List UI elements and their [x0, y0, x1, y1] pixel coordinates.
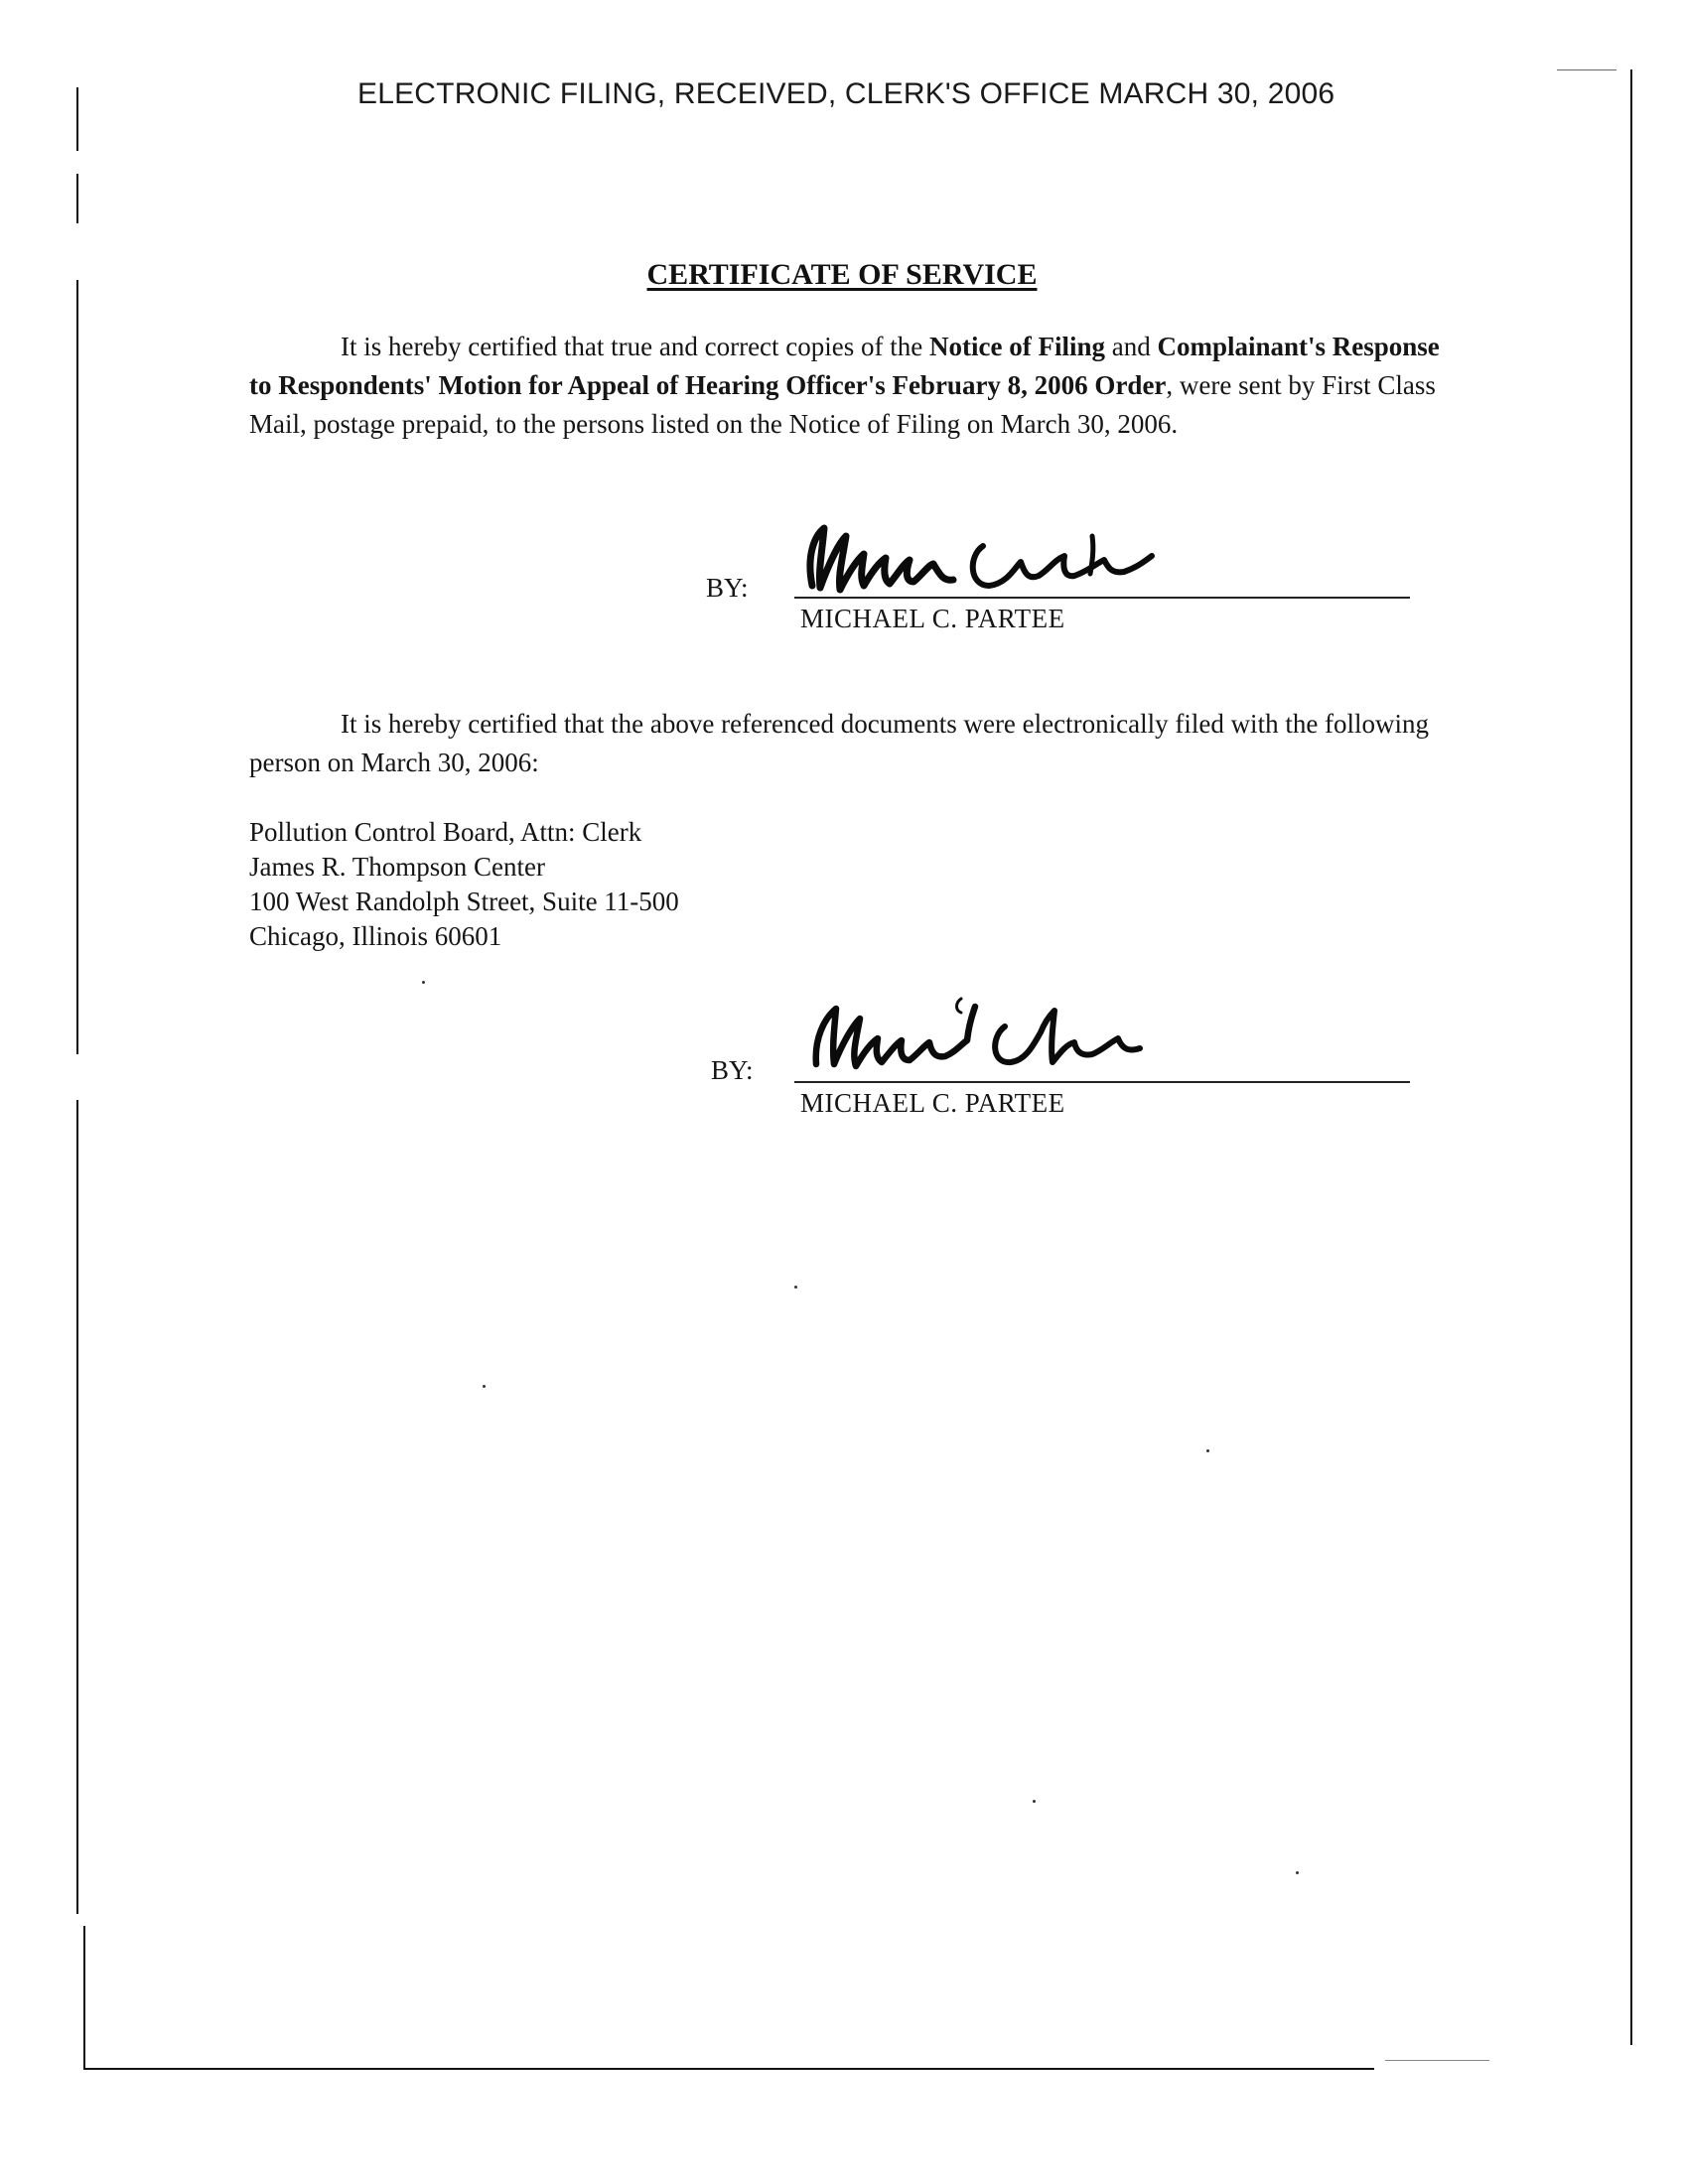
- scan-speck: [1206, 1449, 1209, 1452]
- paragraph1-text-1: It is hereby certified that true and correct copies of the: [341, 332, 929, 361]
- paragraph1-text-2: and: [1104, 332, 1158, 361]
- scan-border-mark: [76, 280, 78, 1054]
- scan-speck: [1033, 1800, 1036, 1803]
- address-line-1: Pollution Control Board, Attn: Clerk: [249, 817, 642, 847]
- scan-border-mark: [1385, 2060, 1489, 2061]
- paragraph2-text: It is hereby certified that the above referenced documents were electronically filed with the following person on March 30, 2006:: [249, 709, 1430, 777]
- signature-line: [794, 597, 1410, 599]
- signer-name: MICHAEL C. PARTEE: [800, 604, 1065, 633]
- scan-border-mark: [76, 1100, 78, 1914]
- scan-border-mark: [76, 87, 78, 151]
- scan-speck: [794, 1286, 797, 1289]
- address-line-3: 100 West Randolph Street, Suite 11-500: [249, 887, 679, 916]
- address-line-2: James R. Thompson Center: [249, 852, 545, 882]
- signer-name: MICHAEL C. PARTEE: [800, 1088, 1065, 1118]
- recipient-address: [249, 815, 679, 954]
- paragraph1-bold-1: Notice of Filing: [929, 332, 1105, 361]
- paragraph1-text-3: , were sent by First Class Mail, postage prepaid, to the persons listed on the Notice of Filing on March 30, 2006.: [249, 370, 1436, 439]
- scan-border-mark: [83, 2068, 1374, 2070]
- electronic-filing-stamp: ELECTRONIC FILING, RECEIVED, CLERK'S OFFICE MARCH 30, 2006: [357, 77, 1335, 110]
- signature-line: [794, 1081, 1410, 1083]
- title-text: CERTIFICATE OF SERVICE: [646, 258, 1038, 291]
- scan-border-mark: [1557, 69, 1616, 70]
- by-label: BY:: [706, 573, 749, 603]
- scan-border-mark: [1630, 69, 1632, 2045]
- by-label: BY:: [711, 1055, 754, 1085]
- electronic-filing-paragraph: [249, 705, 1451, 782]
- handwritten-signature: [794, 516, 1172, 606]
- scan-border-mark: [83, 1926, 85, 2070]
- service-paragraph: [249, 328, 1451, 444]
- handwritten-signature: [806, 993, 1164, 1082]
- scan-speck: [422, 981, 425, 984]
- scan-border-mark: [76, 174, 78, 223]
- address-line-4: Chicago, Illinois 60601: [249, 921, 502, 951]
- paragraph1-bold-2: Complainant's Response to Respondents' Motion for Appeal of Hearing Officer's February 8, 2006 Order: [249, 332, 1440, 400]
- document-title: [0, 258, 1684, 292]
- scan-speck: [1296, 1871, 1299, 1874]
- scan-speck: [483, 1385, 486, 1388]
